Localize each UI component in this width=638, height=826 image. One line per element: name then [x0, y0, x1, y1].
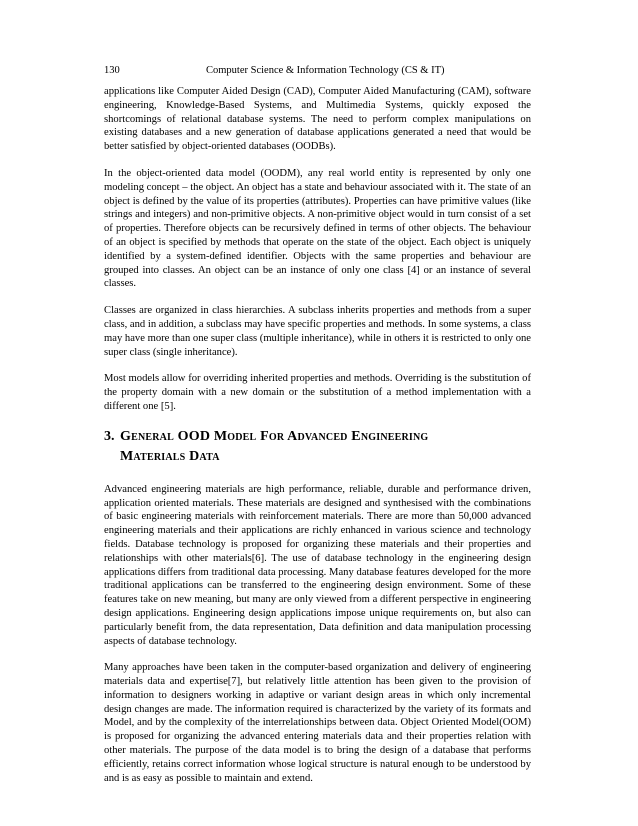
page-number: 130 — [104, 65, 120, 76]
body-text — [104, 85, 531, 798]
paragraph-6: Many approaches have been taken in the computer-based organization and delivery of engineering materials data and expertise[7], but relatively little attention has been given to the provision of information to designers working in adaptive or variant design areas in which only incremental design changes are made. The information required is characterized by the variety of its formats and Model, and by the complexity of the interrelationships between data. Object Oriented Model(OOM) is proposed for organizing the advanced entering materials data and their properties relation with other materials. The purpose of the data model is to bring the design of a database that performs efficiently, retains correct information whose logical structure is natural enough to be understood by and is as easy as possible to maintain and extend. — [104, 662, 531, 784]
section-title: General OOD Model For Advanced Engineering Materials Data — [120, 428, 429, 464]
paragraph-4: Most models allow for overriding inherited properties and methods. Overriding is the substitution of the property domain with a new domain or the substitution of a method implementation with a different one [5]. — [104, 373, 531, 412]
paragraph-3: Classes are organized in class hierarchies. A subclass inherits properties and methods from a super class, and in addition, a subclass may have specific properties and methods. In some systems, a class may have more than one super class (multiple inheritance), while in others it is restricted to only one super class (single inheritance). — [104, 305, 531, 358]
section-number: 3. — [104, 428, 115, 444]
journal-title: Computer Science & Information Technology (CS & IT) — [206, 65, 445, 76]
paragraph-1: applications like Computer Aided Design (CAD), Computer Aided Manufacturing (CAM), software engineering, Knowledge-Based Systems, and Multimedia Systems, quickly exposed the shortcomings of relational database systems. The need to perform complex manipulations on existing databases and a new generation of database applications generated a need that would be better satisfied by object-oriented databases (OODBs). — [104, 86, 531, 153]
section-heading — [104, 427, 531, 467]
running-header — [104, 64, 534, 78]
paragraph-2: In the object-oriented data model (OODM), any real world entity is represented by only one modeling concept – the object. An object has a state and behaviour associated with it. The state of an object is defined by the value of its properties (attributes). Properties can have primitive values (like strings and integers) and non-primitive objects. A non-primitive object would in turn consist of a set of properties. Therefore objects can be recursively defined in terms of other objects. The behaviour of an object is specified by methods that operate on the state of the object. Each object is uniquely identified by a system-defined identifier. Objects with the same properties and behaviour are grouped into classes. An object can be an instance of only one class [4] or an instance of several classes. — [104, 167, 531, 290]
paragraph-5: Advanced engineering materials are high performance, reliable, durable and performance driven, application oriented materials. These materials are designed and synthesised with the combinations of basic engineering materials with reinforcement materials. There are more than 50,000 advanced engineering materials and their applications are richly enhanced in various science and technology fields. Database technology is proposed for organizing these materials and their properties and relationships with other materials[6]. The use of database technology in the engineering design applications differs from traditional data processing. Many database features developed for the more traditional applications can be transferred to the engineering design environment. Some of these features take on new meaning, but many are only viewed from a different perspective in engineering design applications. Engineering design applications impose unique requirements on, but also can particularly benefit from, the data representation, Data definition and data manipulation processing aspects of database technology. — [104, 483, 531, 647]
